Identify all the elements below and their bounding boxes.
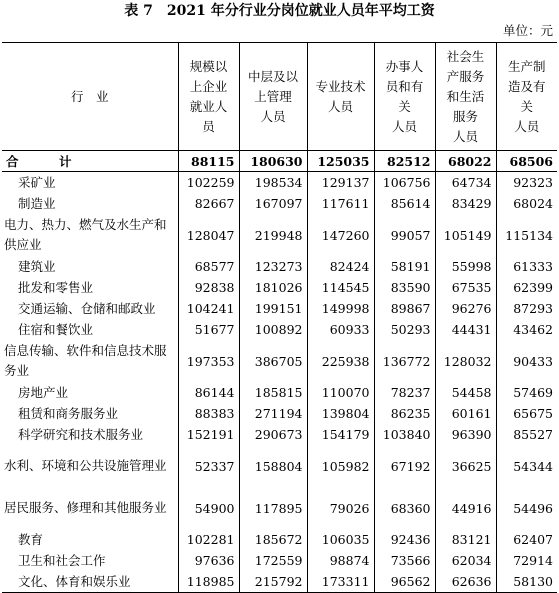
table-row: [2, 403, 557, 424]
wage-value: 92323: [496, 172, 557, 194]
wage-value: 83121: [435, 529, 496, 550]
industry-name: 教育: [18, 532, 44, 547]
wage-value: 118985: [178, 571, 239, 593]
wage-value: 173311: [307, 571, 374, 593]
header-line: 员和有: [385, 78, 424, 94]
header-line: 人员: [260, 108, 286, 124]
wage-value: 54458: [435, 382, 496, 403]
industry-name: 租赁和商务服务业: [18, 406, 119, 421]
wage-value: 79026: [307, 487, 374, 529]
header-col-label: [248, 67, 298, 127]
wage-value: 128047: [178, 214, 239, 256]
wage-value: 105149: [435, 214, 496, 256]
header-line: 造及有: [507, 78, 546, 94]
wage-value: 147260: [307, 214, 374, 256]
industry-name: 交通运输、仓储和邮政业: [18, 301, 156, 316]
industry-name: 采矿业: [18, 175, 56, 190]
wage-value: 102259: [178, 172, 239, 194]
header-col-label: [315, 77, 365, 117]
wage-value: 88383: [178, 403, 239, 424]
wage-value: 60161: [435, 403, 496, 424]
wage-value: 54496: [496, 487, 557, 529]
wage-value: 198534: [239, 172, 307, 194]
wage-value: 65675: [496, 403, 557, 424]
header-line: 人员: [327, 98, 353, 114]
header-line: 上企业: [189, 78, 228, 94]
wage-value: 219948: [239, 214, 307, 256]
wage-value: 68024: [496, 193, 557, 214]
wage-value: 149998: [307, 298, 374, 319]
wage-value: 185815: [239, 382, 307, 403]
wage-value: 96562: [374, 571, 435, 593]
header-col: [496, 43, 557, 151]
industry-name: 卫生和社会工作: [18, 553, 106, 568]
wage-value: 85614: [374, 193, 435, 214]
wage-value: 117895: [239, 487, 307, 529]
wage-value: 197353: [178, 340, 239, 382]
wage-table: [2, 42, 557, 593]
wage-value: 87293: [496, 298, 557, 319]
unit-label: 单位：元: [502, 23, 553, 38]
wage-value: 68360: [374, 487, 435, 529]
header-line: 人员: [391, 118, 417, 134]
header-col: [178, 43, 239, 151]
header-line: 人员: [452, 128, 478, 144]
header-line: 中层及以: [247, 68, 298, 84]
total-row: [2, 151, 557, 172]
industry-name: 住宿和餐饮业: [18, 322, 94, 337]
wage-value: 50293: [374, 319, 435, 340]
industry-name: 批发和零售业: [18, 280, 94, 295]
table-body: [2, 151, 557, 593]
industry-name: 水利、环境和公共设施管理业: [4, 458, 167, 473]
wage-value: 117611: [307, 193, 374, 214]
wage-value: 152191: [178, 424, 239, 445]
header-col: [374, 43, 435, 151]
table-row: [2, 277, 557, 298]
wage-value: 106756: [374, 172, 435, 194]
wage-value: 172559: [239, 550, 307, 571]
wage-value: 73566: [374, 550, 435, 571]
header-line: 生产制: [507, 58, 546, 74]
header-line: 上管理: [254, 88, 292, 104]
wage-value: 102281: [178, 529, 239, 550]
header-col: [307, 43, 374, 151]
wage-value: 61333: [496, 256, 557, 277]
wage-value: 114545: [307, 277, 374, 298]
wage-value: 123273: [239, 256, 307, 277]
table-row: [2, 193, 557, 214]
header-col-label: [508, 57, 546, 137]
wage-value: 83429: [435, 193, 496, 214]
wage-value: 52337: [178, 445, 239, 487]
wage-value: 290673: [239, 424, 307, 445]
wage-value: 103840: [374, 424, 435, 445]
table-row: [2, 382, 557, 403]
header-col: [435, 43, 496, 151]
wage-value: 167097: [239, 193, 307, 214]
wage-value: 78237: [374, 382, 435, 403]
wage-value: 97636: [178, 550, 239, 571]
industry-name: 房地产业: [18, 385, 69, 400]
wage-value: 86235: [374, 403, 435, 424]
wage-value: 89867: [374, 298, 435, 319]
wage-value: 44431: [435, 319, 496, 340]
header-col: [239, 43, 307, 151]
wage-value: 58130: [496, 571, 557, 593]
wage-value: 54900: [178, 487, 239, 529]
wage-value: 62399: [496, 277, 557, 298]
table-row: [2, 487, 557, 529]
wage-value: 199151: [239, 298, 307, 319]
wage-value: 92838: [178, 277, 239, 298]
wage-value: 55998: [435, 256, 496, 277]
table-row: [2, 529, 557, 550]
table-row: [2, 319, 557, 340]
header-line: 办事人: [385, 58, 424, 74]
wage-value: 386705: [239, 340, 307, 382]
industry-name: 科学研究和技术服务业: [18, 427, 144, 442]
header-line: 和生活: [446, 88, 485, 104]
wage-value: 68022: [435, 151, 496, 172]
industry-name: 电力、热力、燃气及水生产和供应业: [4, 217, 167, 252]
wage-value: 96390: [435, 424, 496, 445]
table-row: [2, 256, 557, 277]
wage-value: 106035: [307, 529, 374, 550]
wage-value: 67192: [374, 445, 435, 487]
wage-value: 96276: [435, 298, 496, 319]
wage-value: 105982: [307, 445, 374, 487]
table-title: 表 7 2021 年分行业分岗位就业人员年平均工资: [124, 3, 435, 19]
wage-value: 181026: [239, 277, 307, 298]
wage-value: 82512: [374, 151, 435, 172]
table-row: [2, 298, 557, 319]
wage-value: 139804: [307, 403, 374, 424]
header-col-label: [190, 57, 228, 137]
wage-value: 125035: [307, 151, 374, 172]
wage-value: 129137: [307, 172, 374, 194]
wage-value: 100892: [239, 319, 307, 340]
wage-value: 154179: [307, 424, 374, 445]
header-line: 人员: [514, 118, 540, 134]
header-col-label: [447, 47, 485, 147]
wage-value: 64734: [435, 172, 496, 194]
wage-value: 36625: [435, 445, 496, 487]
wage-value: 99057: [374, 214, 435, 256]
wage-value: 136772: [374, 340, 435, 382]
wage-value: 185672: [239, 529, 307, 550]
industry-name: 制造业: [18, 196, 56, 211]
wage-value: 225938: [307, 340, 374, 382]
industry-name: 文化、体育和娱乐业: [2, 571, 178, 593]
header-line: 员: [202, 118, 215, 134]
wage-value: 67535: [435, 277, 496, 298]
wage-value: 43462: [496, 319, 557, 340]
header-line: 社会生: [446, 48, 485, 64]
wage-value: 72914: [496, 550, 557, 571]
header-line: 服务: [452, 108, 478, 124]
wage-value: 104241: [178, 298, 239, 319]
wage-value: 68506: [496, 151, 557, 172]
table-row: [2, 424, 557, 445]
wage-value: 92436: [374, 529, 435, 550]
wage-value: 158804: [239, 445, 307, 487]
wage-value: 128032: [435, 340, 496, 382]
header-line: 专业技术: [315, 78, 366, 94]
wage-value: 82424: [307, 256, 374, 277]
header-line: 规模以: [189, 58, 228, 74]
table-row: [2, 340, 557, 382]
table-row: [2, 550, 557, 571]
table-row: [2, 172, 557, 194]
wage-value: 58191: [374, 256, 435, 277]
table-row: [2, 571, 557, 593]
wage-value: 44916: [435, 487, 496, 529]
table-row: [2, 445, 557, 487]
industry-name: 信息传输、软件和信息技术服务业: [4, 343, 167, 378]
wage-value: 82667: [178, 193, 239, 214]
wage-value: 85527: [496, 424, 557, 445]
wage-value: 68577: [178, 256, 239, 277]
wage-value: 51677: [178, 319, 239, 340]
wage-value: 62636: [435, 571, 496, 593]
header-line: 就业人: [189, 98, 228, 114]
industry-name: 居民服务、修理和其他服务业: [4, 500, 167, 515]
header-line: 产服务: [446, 68, 485, 84]
wage-value: 57469: [496, 382, 557, 403]
wage-value: 98874: [307, 550, 374, 571]
header-line: 关: [398, 98, 411, 114]
table-row: [2, 214, 557, 256]
wage-value: 271194: [239, 403, 307, 424]
wage-value: 215792: [239, 571, 307, 593]
wage-value: 90433: [496, 340, 557, 382]
header-col-label: [386, 57, 424, 137]
wage-value: 62034: [435, 550, 496, 571]
wage-value: 110070: [307, 382, 374, 403]
wage-value: 60933: [307, 319, 374, 340]
header-industry: 行 业: [70, 88, 109, 104]
wage-value: 83590: [374, 277, 435, 298]
wage-value: 54344: [496, 445, 557, 487]
wage-value: 88115: [178, 151, 239, 172]
wage-value: 115134: [496, 214, 557, 256]
header-line: 关: [520, 98, 533, 114]
table-header: [2, 43, 557, 151]
wage-value: 180630: [239, 151, 307, 172]
industry-name: 建筑业: [18, 259, 56, 274]
industry-name: 合 计: [2, 151, 178, 172]
wage-value: 86144: [178, 382, 239, 403]
wage-value: 62407: [496, 529, 557, 550]
